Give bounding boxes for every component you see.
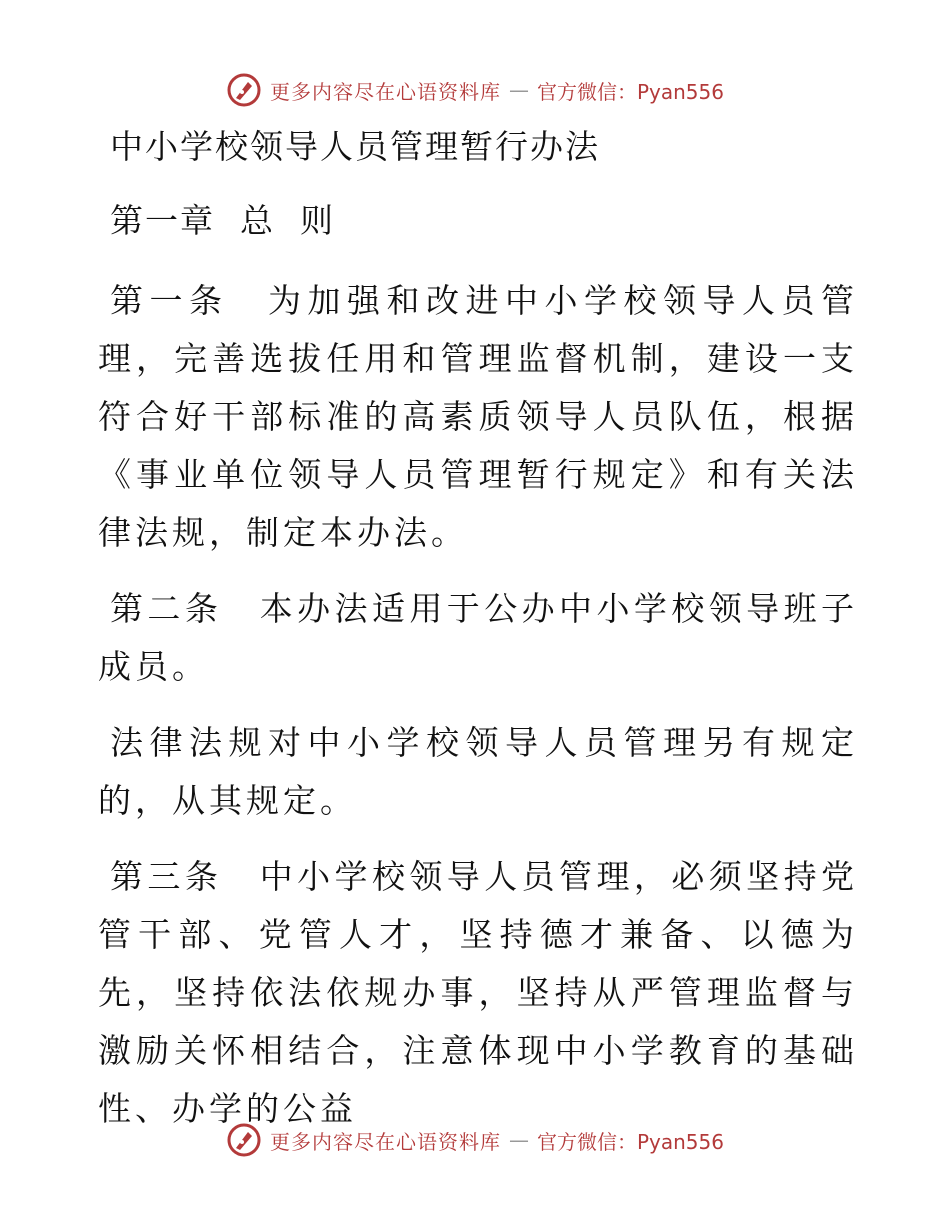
header-brand-text: 更多内容尽在心语资料库 <box>269 79 501 104</box>
footer-wechat-text: 官方微信：Pyan556 <box>536 1129 724 1154</box>
chapter-heading: 第一章 总 则 <box>110 201 335 240</box>
header-wechat-text: 官方微信：Pyan556 <box>536 79 724 104</box>
article-text: 法律法规对中小学校领导人员管理另有规定的，从其规定。 <box>98 723 858 820</box>
pen-nib-icon <box>226 1122 262 1158</box>
document-title: 中小学校领导人员管理暂行办法 <box>110 127 600 166</box>
article-2 <box>98 580 858 696</box>
article-1 <box>98 272 858 562</box>
footer-banner <box>0 1120 950 1160</box>
article-number: 第二条 <box>110 589 223 628</box>
pen-nib-icon <box>226 72 262 108</box>
article-text: 中小学校领导人员管理，必须坚持党管干部、党管人才，坚持德才兼备、以德为先，坚持依法依规办事，坚持从严管理监督与激励关怀相结合，注意体现中小学教育的基础性、办学的公益 <box>98 857 859 1128</box>
header-separator: — <box>508 78 529 102</box>
article-3 <box>98 848 858 1138</box>
header-banner <box>0 70 950 110</box>
article-2-clause <box>98 714 858 830</box>
footer-separator: — <box>508 1128 529 1152</box>
article-number: 第一条 <box>110 281 229 320</box>
article-number: 第三条 <box>110 857 223 896</box>
document-body <box>98 120 858 1156</box>
article-text: 本办法适用于公办中小学校领导班子成员。 <box>98 589 859 686</box>
footer-brand-text: 更多内容尽在心语资料库 <box>269 1129 501 1154</box>
article-text: 为加强和改进中小学校领导人员管理，完善选拔任用和管理监督机制，建设一支符合好干部标准的高素质领导人员队伍，根据《事业单位领导人员管理暂行规定》和有关法律法规，制定本办法。 <box>98 281 858 552</box>
